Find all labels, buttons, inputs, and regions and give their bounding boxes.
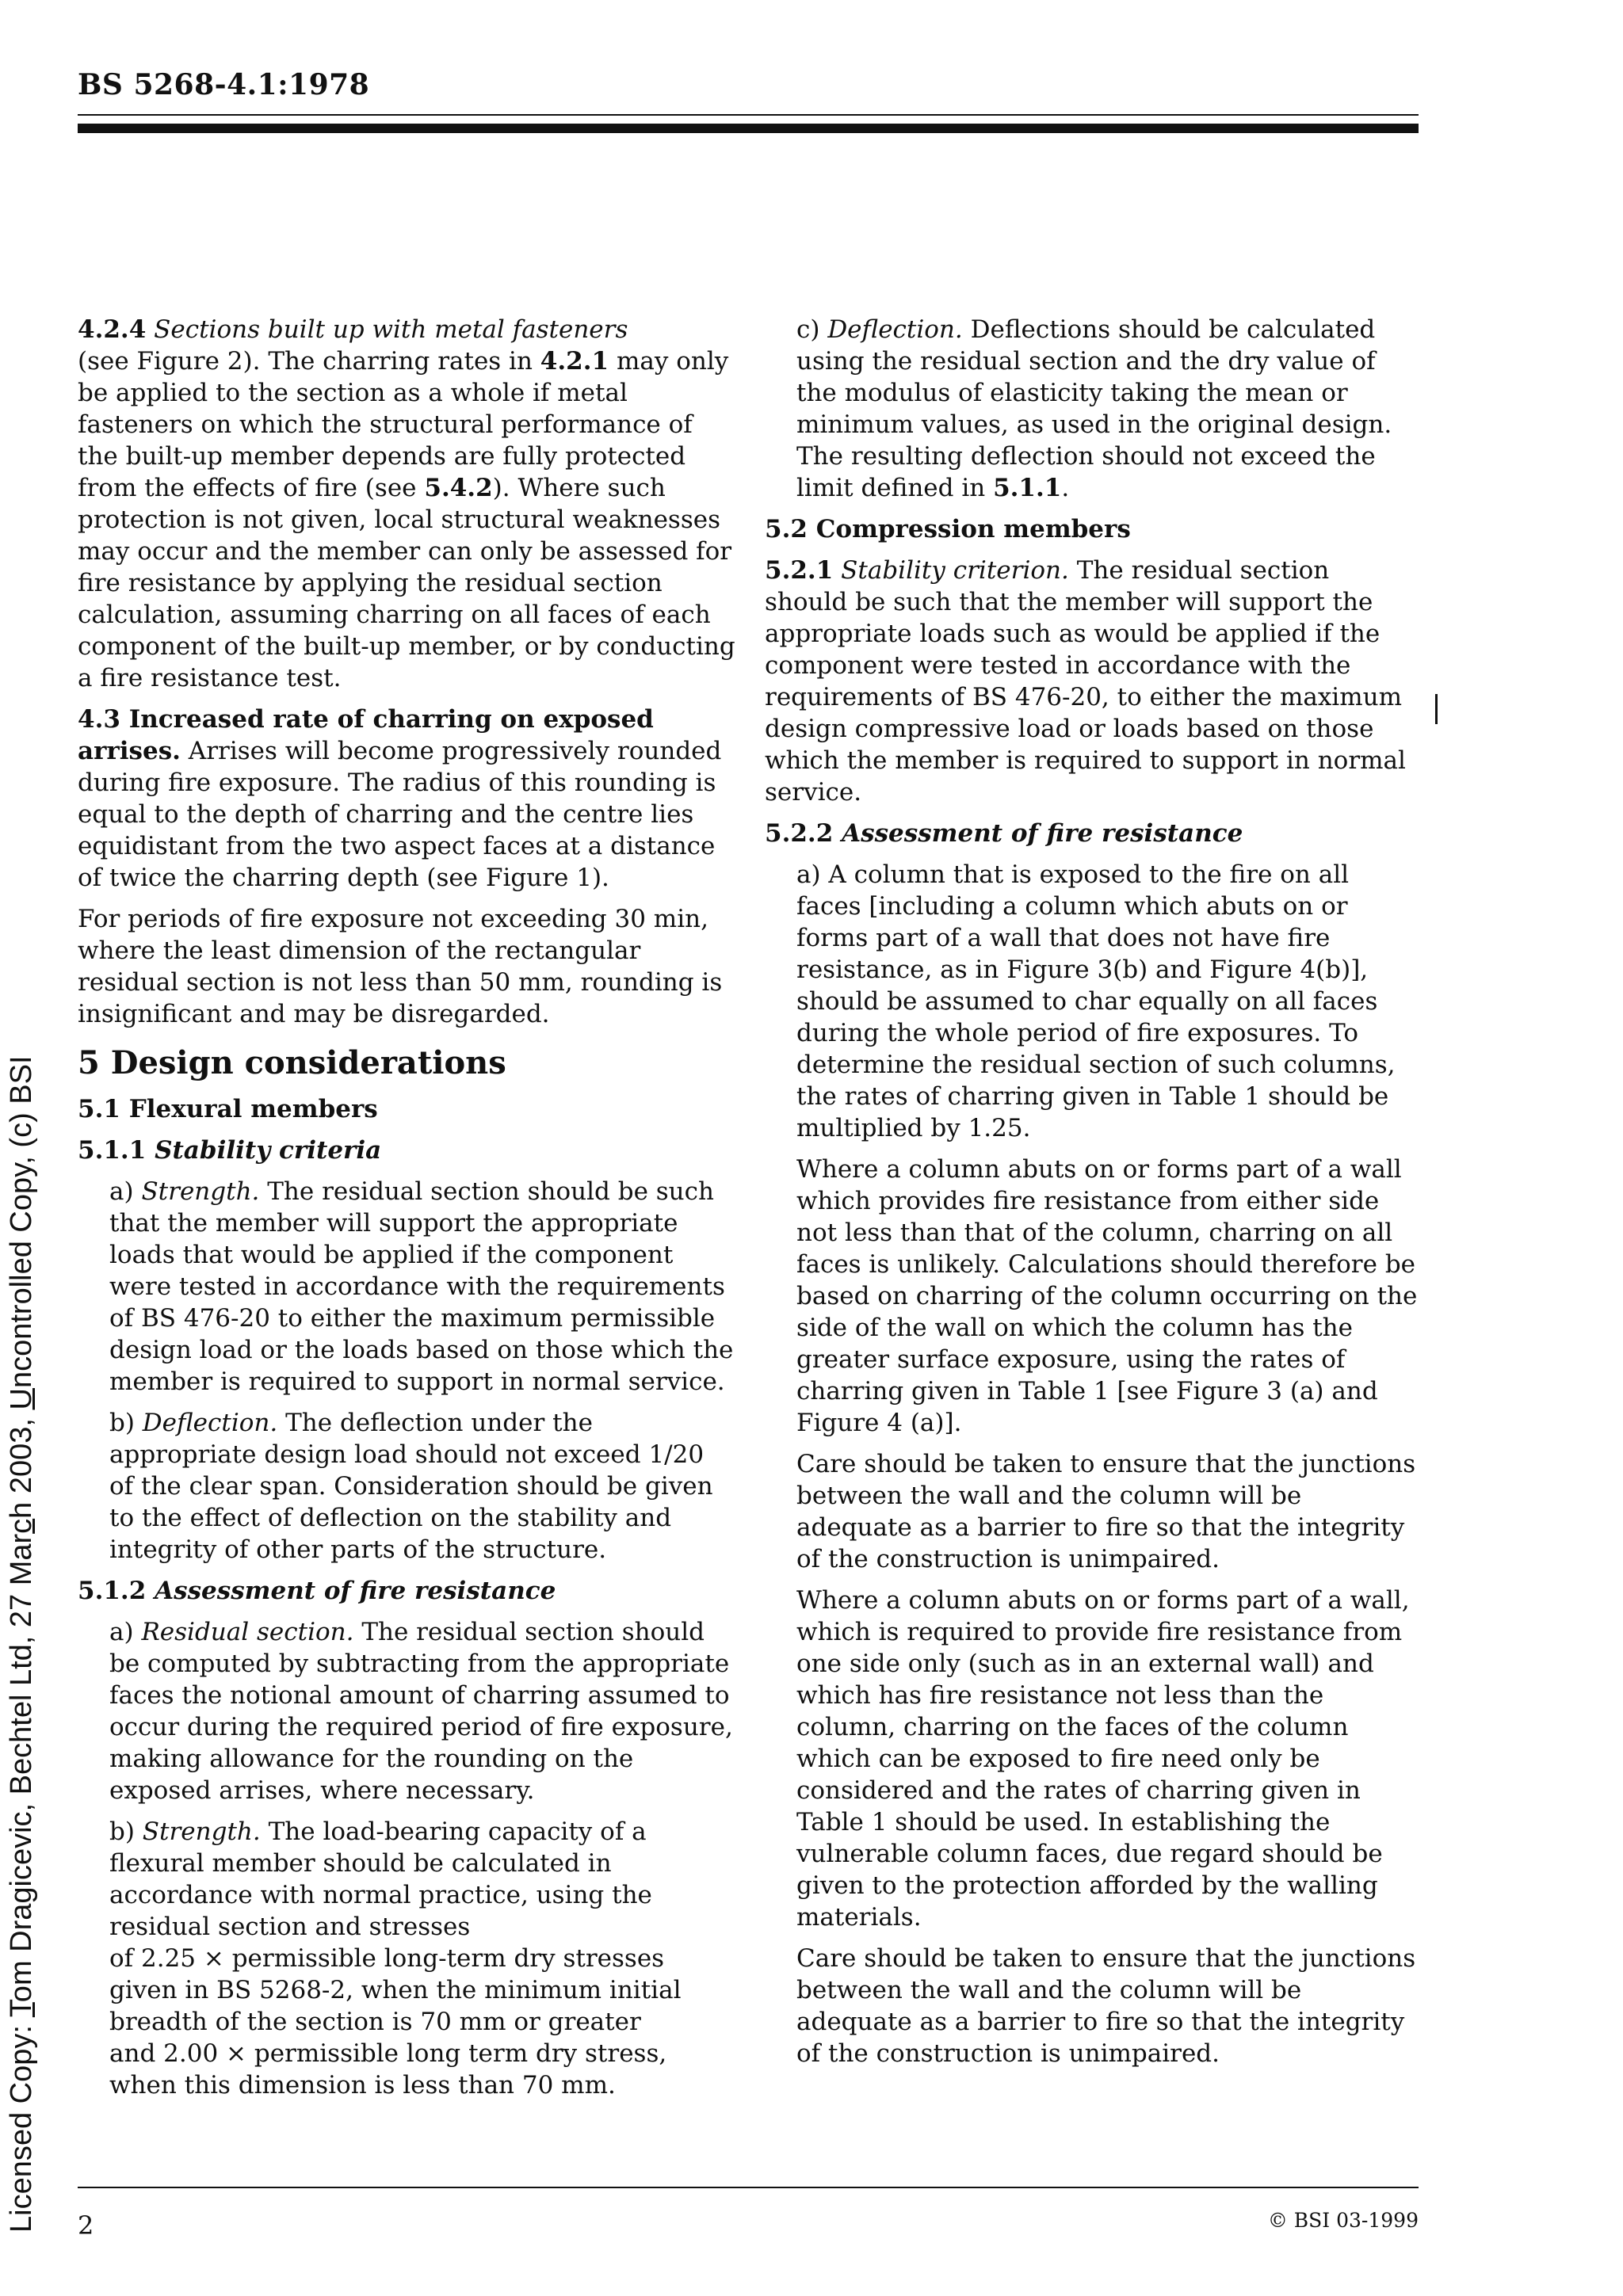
section-number: 5.1.1	[78, 1136, 147, 1165]
paragraph: Where a column abuts on or forms part of a wall which provides fire resistance from either side not less than that of the column, charring on all faces is unlikely. Calculations should therefore be based on charring of the column occurring on the side of the wall on which the column has the greater surface exposure, using the rates of charring given in Table 1 [see Figure 3 (a) and Figure 4 (a)].	[796, 1155, 1418, 1437]
watermark-text: om Dragicevic, Bechtel Ltd, 27 Mar	[5, 1533, 38, 2003]
body-text: The residual section should be such that the member will support the appropriate loads such as would be applied if the component were tested in accordance with the requirements of BS 476-20, to either the maximum design compressive load or loads based on those which the member is required to support in normal service.	[765, 556, 1406, 807]
list-label: b)	[109, 1409, 143, 1437]
section-number: 4.2.4	[78, 315, 147, 344]
list-label: a)	[109, 1618, 142, 1646]
license-watermark	[5, 949, 39, 2233]
body-text: The deflection under the appropriate design load should not exceed 1/20 of the clear span. Consideration should be given to the effect of deflection on the stability and integrity of other parts of the structure.	[109, 1409, 713, 1564]
section-title: Stability criterion.	[841, 556, 1069, 585]
item-title: Strength.	[142, 1817, 261, 1846]
paragraph: Where a column abuts on or forms part of a wall, which is required to provide fire resistance from one side only (such as in an external wall) and which has fire resistance not less than the column, charring on the faces of the column which can be exposed to fire need only be considered and the rates of charring given in Table 1 should be used. In establishing the vulnerable column faces, due regard should be given to the protection afforded by the walling materials.	[796, 1586, 1410, 1932]
body-text: (see Figure 2). The charring rates in	[78, 347, 540, 376]
watermark-text: ncontrolled Copy, (c) BSI	[5, 1055, 38, 1389]
watermark-text: Licensed Copy:	[5, 2017, 38, 2233]
item-title: Deflection.	[142, 1409, 278, 1437]
copyright-notice: © BSI 03-1999	[1267, 2209, 1419, 2232]
section-title: Assessment of fire resistance	[155, 1577, 556, 1605]
paragraph: For periods of fire exposure not exceeding 30 min, where the least dimension of the rectangular residual section is not less than 50 mm, rounding is insignificant and may be disregarded.	[78, 905, 723, 1028]
body-text: and 2.00 × permissible long term dry stress, when this dimension is less than 70 mm.	[109, 2039, 667, 2100]
list-item-deflection-c	[765, 314, 1419, 504]
watermark-text: U	[5, 1388, 38, 1410]
paragraph: Care should be taken to ensure that the junctions between the wall and the column will be adequate as a barrier to fire so that the integrity of the construction is unimpaired.	[796, 1944, 1416, 2068]
page-number: 2	[78, 2210, 94, 2241]
clause-reference: 5.1.1	[993, 474, 1062, 502]
item-title: Strength.	[141, 1177, 260, 1206]
section-5-1-heading: 5.1 Flexural members	[78, 1095, 378, 1123]
body-text: of 2.25 × permissible long-term dry stresses given in BS 5268-2, when the minimum initial breadth of the section is 70 mm or greater	[109, 1944, 682, 2036]
watermark-text: c	[5, 1518, 38, 1534]
body-text: The load-bearing capacity of a flexural member should be calculated in accordance with normal practice, using the residual section and stresses	[109, 1817, 652, 1941]
list-item-strength	[78, 1176, 735, 1398]
list-label: a)	[109, 1177, 142, 1206]
section-5-1-2-heading	[78, 1575, 735, 1607]
clause-reference: 4.2.1	[540, 347, 609, 376]
section-title: Assessment of fire resistance	[842, 819, 1243, 848]
section-number: 5.2.1	[765, 556, 834, 585]
list-label: c)	[796, 315, 828, 344]
section-5-2-2-heading	[765, 818, 1419, 849]
standard-code: BS 5268-4.1:1978	[78, 68, 370, 101]
section-5-1-1-heading	[78, 1135, 735, 1166]
right-column	[765, 314, 1419, 2079]
body-text: ). Where such protection is not given, local structural weaknesses may occur and the member can only be assessed for fire resistance by applying the residual section calculation, assuming charring on all faces of each component of the built-up member, or by conducting a fire resistance test.	[78, 474, 735, 692]
body-text: .	[1061, 474, 1070, 502]
section-4-3	[78, 704, 735, 894]
section-4-2-4	[78, 314, 735, 694]
body-text: may only be applied to the section as a whole if metal fasteners on which the structural performance of the built-up member depends are fully protected from the effects of fire (see	[78, 347, 729, 502]
list-item-residual-section	[78, 1616, 735, 1806]
header-rule-thin	[78, 114, 1419, 116]
item-title: Deflection.	[827, 315, 963, 344]
list-item-deflection	[78, 1407, 735, 1566]
left-column	[78, 314, 735, 2111]
section-number: 5.1.2	[78, 1577, 147, 1605]
item-title: Residual section.	[141, 1618, 354, 1646]
body-text: The residual section should be computed by subtracting from the appropriate faces the notional amount of charring assumed to occur during the required period of fire exposure, making allowance for the rounding on the exposed arrises, where necessary.	[109, 1618, 733, 1805]
paragraph: Care should be taken to ensure that the junctions between the wall and the column will be adequate as a barrier to fire so that the integrity of the construction is unimpaired.	[796, 1450, 1416, 1573]
section-title: Stability criteria	[155, 1136, 382, 1165]
section-5-heading: 5 Design considerations	[78, 1044, 506, 1081]
header-rule-thick	[78, 124, 1419, 133]
list-item-strength-b	[78, 1816, 735, 2101]
section-number: 5.2.2	[765, 819, 834, 848]
body-text: Arrises will become progressively rounded during fire exposure. The radius of this rounding is equal to the depth of charring and the centre lies equidistant from the two aspect faces at a distance of twice the charring depth (see Figure 1).	[78, 737, 722, 892]
watermark-text: T	[5, 2002, 38, 2018]
clause-reference: 5.4.2	[424, 474, 493, 502]
section-title: Sections built up with metal fasteners	[154, 315, 628, 344]
body-text: Deflections should be calculated using the residual section and the dry value of the modulus of elasticity taking the mean or minimum values, as used in the original design. The resulting deflection should not exceed the limit defined in	[796, 315, 1392, 502]
section-5-2-1	[765, 555, 1419, 808]
section-5-2-heading: 5.2 Compression members	[765, 515, 1131, 543]
body-text: The residual section should be such that the member will support the appropriate loads that would be applied if the component were tested in accordance with the requirements of BS 476-20 to either the maximum permissible design load or the loads based on those which the member is required to support in normal service.	[109, 1177, 734, 1396]
footer-rule	[78, 2187, 1419, 2188]
list-label: b)	[109, 1817, 143, 1846]
watermark-text: h 2003,	[5, 1409, 38, 1519]
change-bar	[1435, 694, 1438, 724]
section-heading: 4.3 Increased rate of charring on exposed arrises.	[78, 705, 654, 765]
paragraph: a) A column that is exposed to the fire on all faces [including a column which abuts on or forms part of a wall that does not have fire resistance, as in Figure 3(b) and Figure 4(b)], should be assumed to char equally on all faces during the whole period of fire exposures. To determine the residual section of such columns, the rates of charring given in Table 1 should be multiplied by 1.25.	[796, 860, 1396, 1142]
